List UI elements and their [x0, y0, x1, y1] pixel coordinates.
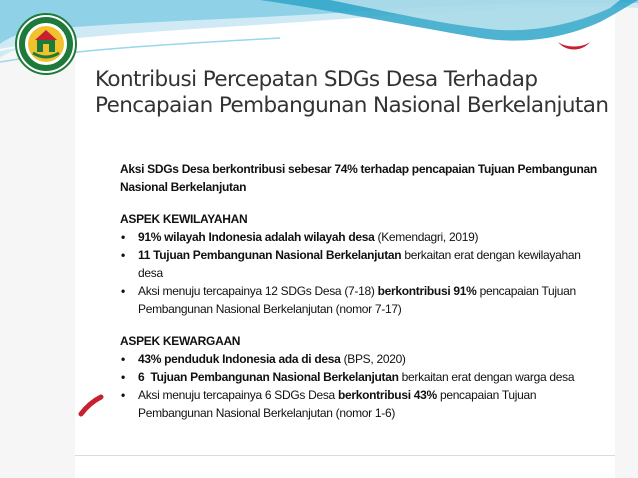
bullet-text: (BPS, 2020): [340, 352, 406, 366]
section-heading: ASPEK KEWILAYAHAN: [120, 212, 248, 226]
list-item: [120, 350, 600, 368]
intro-line-1: Aksi SDGs Desa berkontribusi sebesar 74% terhadap pencapaian Tujuan Pembangunan: [120, 162, 597, 176]
list-item: [120, 246, 600, 282]
bullet-text: Aksi menuju tercapainya 6 SDGs Desa: [138, 388, 338, 402]
intro-statement: [120, 160, 600, 196]
bullet-bold-text: berkontribusi 43%: [337, 388, 437, 402]
slide-title: [95, 67, 615, 119]
bullet-text: pencapaian Tujuan: [436, 388, 537, 402]
bullet-text: (Kemendagri, 2019): [374, 230, 479, 244]
list-item: [120, 386, 600, 422]
bullet-bold-text: 43% penduduk Indonesia ada di desa: [138, 352, 341, 366]
slide-title-line-2: Pencapaian Pembangunan Nasional Berkelanjutan: [95, 93, 609, 118]
bullet-text: pencapaian Tujuan: [476, 284, 576, 298]
list-item: [120, 368, 600, 386]
bullet-text: berkaitan erat dengan warga desa: [398, 370, 575, 384]
bullet-bold-text: berkontribusi 91%: [377, 284, 477, 298]
bullet-text: berkaitan erat dengan kewilayahan desa: [138, 248, 581, 280]
slide-body: [120, 160, 600, 422]
section-kewargaan: [120, 332, 600, 422]
bullet-text: Aksi menuju tercapainya 12 SDGs Desa (7-18): [138, 284, 378, 298]
bullet-bold-text: 11 Tujuan Pembangunan Nasional Berkelanjutan: [138, 248, 402, 262]
bullet-bold-text: 91% wilayah Indonesia adalah wilayah desa: [138, 230, 375, 244]
red-accent-stroke: [77, 394, 105, 418]
header-swoosh-decoration: [0, 0, 638, 70]
bullet-list: [120, 350, 600, 422]
bullet-list: [120, 228, 600, 318]
bottom-divider: [75, 455, 615, 456]
bullet-bold-text: 6 Tujuan Pembangunan Nasional Berkelanjutan: [138, 370, 399, 384]
list-item: [120, 282, 600, 318]
bullet-continuation: Pembangunan Nasional Berkelanjutan (nomor 1-6): [138, 406, 396, 420]
section-heading: ASPEK KEWARGAAN: [120, 334, 241, 348]
list-item: [120, 228, 600, 246]
slide-title-line-1: Kontribusi Percepatan SDGs Desa Terhadap: [95, 67, 538, 92]
red-accent-mark: [556, 40, 592, 54]
ministry-emblem-logo: [15, 13, 77, 75]
section-kewilayahan: [120, 210, 600, 318]
intro-line-2: Nasional Berkelanjutan: [120, 180, 247, 194]
bullet-continuation: Pembangunan Nasional Berkelanjutan (nomor 7-17): [138, 302, 402, 316]
